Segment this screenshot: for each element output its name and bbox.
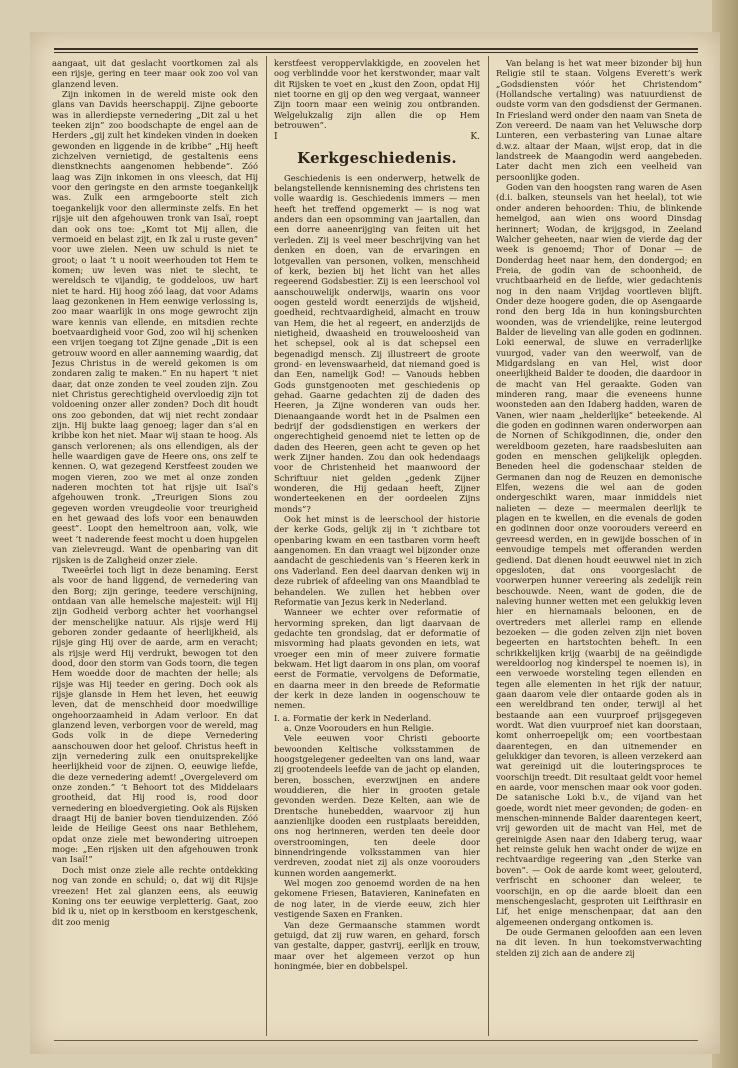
paragraph: Tweeërlei toch ligt in deze benaming. Eerst als voor de hand liggend, de vernedering van den Borg; zijn geringe, teedere verschijning, ontdaan van alle hemelsche majesteit: wijl Hij zijn Godheid verborg achter het voorhangsel der menschelijke natuur. Als rijsje werd Hij geboren zonder gedaante of heerlijkheid, als rijsje ging Hij over de aarde, arm en veracht; als rijsje werd Hij verdrukt, bewogen tot den dood, door den storm van Gods toorn, die tegen Hem woedde door de machten der helle; als rijsje was Hij teeder en gering. Doch ook als rijsje glansde in Hem het leven, het eeuwig leven, dat de menschheid door moedwillige ongehoorzaamheid in Adam verloor. En dat glanzend leven, verborgen voor de wereld, mag Gods volk in de diepe Vernedering aanschouwen door het geloof. Christus heeft in zijn vernedering zulk een onuitsprekelijke heerlijkheid voor de zijnen. O, eeuwige liefde, die deze vernedering ademt! „Overgeleverd om onze zonden.” ‘t Behoort tot des Middelaars grootheid, dat Hij rood is, rood door vernedering en bloedvergieting. Ook als Rijsken draagt Hij de banier boven tienduizenden. Zóó leide de Heilige Geest ons naar Bethlehem, opdat onze ziele met bewondering uitroepen moge: „Een rijsken uit den afgehouwen tronk van Isaï!” — [52, 564, 258, 865]
subheading: I. a. Formatie der kerk in Nederland. — [274, 712, 432, 723]
footer-rule — [54, 1040, 698, 1041]
paragraph: Zijn inkomen in de wereld miste ook den glans van Davids heerschappij. Zijne geboorte was in allerdiepste vernedering „Dit zal u het teeken zijn” zoo boodschapte de engel aan de Herders „gij zult het kindeken vinden in doeken gewonden en liggende in de kribbe” „Hij heeft zichzelven vernietigd, de gestaltenis eens dienstknechts aangenomen hebbende”. Zóó laag was Zijn inkomen in ons vleesch, dat Hij voor den geringste en den armste toegankelijk was. Zulk een armgeboorte stelt zich toegankelijk voor den allerminste zelfs. En het rijsje uit den afgehouwen tronk van Isaï, roept dan ook ons toe: „Komt tot Mij allen, die vermoeid en belast zijt, en Ik zal u ruste geven” voor uwe zielen. Neen uw schuld is niet te groot; o laat ‘t u nooit weerhouden tot Hem te komen; uw leven was niet te slecht, te wereldsch te vijandig, te goddeloos, uw hart niet te hard. Hij hoog zóó laag, dat voor Adams laag gezonkenen in Hem eenwige verlossing is, zoo maar waarlijk in ons moge gewrocht zijn ware kennis van ellende, en mitsdien rechte boetvaardigheid voor God, zoo wil hij schenken een vrijen toegang tot Zijne genade „Dit is een getrouw woord en aller aanneming waardig, dat Jezus Christus in de wereld gekomen is om zondaren zalig te maken.” En nu hapert ‘t niet daar, dat onze zonden te veel zouden zijn. Zou niet Christus gerechtigheid overvloedig zijn tot voldoening onzer aller zonden? Doch dit houdt ons zoo gebonden, dat wij niet recht zondaar zijn. Hij bukte laag genoeg; lager dan s’al en kribbe kon het niet. Maar wij staan te hoog. Als gansch verlorenen; als ons ellendigen, als der helle waardigen gave de Heere ons, ons zelf te kennen. O, wat gezegend Kerstfeest zouden we mogen vieren, zoo we met al onze zonden naderen mochten tot hat rijsje uit Isaï’s afgehouwen tronk. „Treurigen Sions zou gegeven worden vreugdeolie voor treurigheid en het gewaad des lofs voor een benauwden geest”. Loopt den hemeltroon aan, volk, wie weet ‘t naderende feest mocht u doen hupgelen van zielevreugd. Want de openbaring van dit rijsken is de Zaligheid onzer ziele. — [52, 89, 258, 565]
paragraph: Van deze Germaansche stammen wordt getuigd, dat zij ruw waren, en gehard, forsch van gestalte, dapper, gastvrij, eerlijk en trouw, maar over het algemeen verzot op hun honingmée, bier en dobbelspel. — [274, 919, 480, 971]
subheading: a. Onze Voorouders en hun Religie. — [284, 722, 434, 733]
paragraph: Goden van den hoogsten rang waren de Asen (d.i. balken, steunsels van het heelal), tot wie onder anderen behoorden: Thiu, de blinkende hemelgod, aan wien ons woord Dinsdag herinnert; Wodan, de krijgsgod, in Zeeland Walcher geheeten, naar wien de vierde dag der week is genoemd; Thor of Donar — de Donderdag heet naar hem, den dondergod; en Freia, de godin van de schoonheid, de vruchtbaarheid en de liefde, wier gedachtenis nog in den naam Vrijdag voortleven blijft. Onder deze hoogere goden, die op Asengaarde rond den berg Ida in hun koningsburchten woonden, was de vriendelijke, reine leutergod Balder de lieveling van alle goden en godinnen. Loki eenerwal, de sluwe en verraderlijke vuurgod, vader van den weerwolf, van de Midgardslang en van Hel, wist door oneerlijkheid Balder te dooden, die daardoor in de macht van Hel geraakte. Goden van minderen rang, maar die eveneens hunne woonsteden aan den Idaberg hadden, waren de Vanen, wier naam „helderlijke” beteekende. Al die goden en godinnen waren onderworpen aan de Nornen of Schikgodinnen, die, onder den wereldboom gezeten, hare raadsbesluiten aan goden en menschen gelijkelijk oplegden. Beneden heel die godenschaar stelden de Germanen dan nog de Reuzen en demonische Elfen, wezens die wel aan de goden ondergeschikt waren, maar inmiddels niet nalieten — deze — meermalen deerlijk te plagen en te kwellen, en die evenals de goden en godinnen door onze voorouders vereerd en gevreesd werden, en in gewijde bosschen of in eenvoudige tempels met offeranden werden gediend. Dat dienen houdt eeuwwel niet in zich opgesloten, dat ons voorgeslacht de voorwerpen hunner vereering als zedelijk rein beschouwde. Neen, want de goden, die de naleving hunner wetten met een gelukkig leven hier en hiernamaals beloonen, en de overtreders met allerlei ramp en ellende bezoeken — die goden zelven zijn niet boven begeerten en hartstochten beheft. In een schrikkelijken krijg (waarbij de na geëindigde wereldoorlog nog kinderspel te noemen is), in een verwoede worsteling tegen ellenden en tegen alle elementen in het rijk der natuur, gaan daarom vele dier ontaarde goden als in een wereldbrand ten onder, terwijl al het bestaande aan een vuurproef prijsgegeven wordt. Wat dien vuurproef niet kan doorstaan, komt onherroepelijk om; een voortbestaan daarentegen, en dan uitnemender en gelukkiger dan tevoren, is alleen verzekerd aan wat gereinigd uit die louteringsproces te voorschijn treedt. Dit resultaat geldt voor hemel en aarde, voor menschen maar ook voor goden. De satanische Loki b.v., de vijand van het goede, wordt niet meer gevonden; de goden- en menschen-minnende Balder daarentegen keert, vrij geworden uit de macht van Hel, met de gereinigde Asen naar den Idaberg terug, waar het reinste geluk hen wacht onder de wijze en rechtvaardige regeering van „den Sterke van boven”. — Ook de aarde komt weer, gelouterd, verfrischt en schooner dan weleer, te voorschijn, en op die aarde bloeit dan een menschengeslacht, gesproten uit Leifthrasir en Lif, het enige menschenpaar, dat aan den algemeenen ondergang ontkomen is. — [496, 182, 702, 927]
paragraph: Wanneer we echter over reformatie of hervorming spreken, dan ligt daarvaan de gedachte ten grondslag, dat er deformatie of misvorming had plaats gevonden en iets, wat vroeger een min of meer zuivere formatie bekwam. Het ligt daarom in ons plan, om vooraf eerst de Formatie, vervolgens de Deformatie, en daarna meer in den breede de Reformatie der kerk in deze landen in oogenschouw te nemen. — [274, 607, 480, 711]
column-3 — [496, 58, 702, 1038]
newspaper-page — [30, 32, 720, 1054]
column-2 — [274, 58, 480, 1038]
signature-left: I — [274, 132, 278, 143]
paragraph: aangaat, uit dat geslacht voortkomen zal als een rijsje, gering en teer maar ook zoo vol van glanzend leven. — [52, 58, 258, 89]
column-1 — [52, 58, 258, 1038]
article-signature — [274, 132, 480, 142]
paragraph: Van belang is het wat meer bizonder bij hun Religie stil te staan. Volgens Everett’s werk „Godsdiensten vóór het Christendom” (Hollandsche vertaling) was natuurdienst de oudste vorm van den godsdienst der Germanen. In Friesland werd onder den naam van Sneta de Zon vereerd. De naam van het Veluwsche dorp Lunteren, een verbastering van Lunae altare d.w.z. altaar der Maan, wijst erop, dat in die landstreek de Maangodin werd aangebeden. Later dacht men zich een veelheid van persoonlijke goden. — [496, 58, 702, 182]
header-rule-thin — [54, 52, 698, 53]
paragraph: kerstfeest veroppervlakkigde, en zoovelen het oog verblindde voor het kerstwonder, maar valt dit Rijsken te voet en „kust den Zoon, opdat Hij niet toorne en gij op den weg vergaat, wanneer Zijn toorn maar een weinig zou ontbranden. Welgelukzalig zijn allen die op Hem betrouwen”. — [274, 58, 480, 131]
paragraph: Wel mogen zoo genoemd worden de na hen gekomene Friesen, Batavieren, Kaninefaten en de nog later, in de vierde eeuw, zich hier vestigende Saxen en Franken. — [274, 878, 480, 920]
header-rule — [54, 48, 698, 50]
paragraph: Vele eeuwen voor Christi geboorte bewoonden Keltische volksstammen de hoogstgelegener gedeelten van ons land, waar zij grootendeels leefde van de jacht op elanden, beren, bosschen, everzwijnen en andere wouddieren, die hier in grooten getale gevonden werden. Deze Kelten, aan wie de Drentsche hunebedden, waarvoor zij hun aanzienlijke dooden een rustplaats bereidden, ons nog herinneren, werden ten deele door overstroomingen, ten deele door binnendringende volksstammen van hier verdreven, zoodat niet zij als onze voorouders kunnen worden aangemerkt. — [274, 733, 480, 878]
section-heading: Kerkgeschiedenis. — [297, 148, 457, 167]
paragraph: Geschiedenis is een onderwerp, hetwelk de belangstellende kennisneming des christens ten volle waardig is. Geschiedenis immers — men heeft het treffend opgemerkt — is nog wat anders dan een opsomming van jaartallen, dan een dorre aaneenrijging van feiten uit het verleden. Zij is veel meer beschrijving van het denken en doen, van de ervaringen en lotgevallen van personen, volken, menschheid of kerk, bezien bij het licht van het alles regeerend Godsbestier. Zij is een leerschool vol aanschouwelijk onderwijs, waarin ons voor oogen gesteld wordt eenerzijds de wijsheid, goedheid, rechtvaardigheid, almacht en trouw van Hem, die het al regeert, en anderzijds de nietigheid, dwaasheid en trouweloosheid van het schepsel, ook al is dat schepsel een begenadigd mensch. Zij illustreert de groote grond- en levenswaarheid, dat niemand goed is dan Een, namelijk God! — Vanouds hebben Gods gunstgenooten met geschiedenis op gehad. Gaarne gedachten zij de daden des Heeren, ja Zijne wonderen van ouds her. Dienaangaande wordt het in de Psalmen een bedrijf der godsdienstigen en werkers der ongerechtigheid genoemd niet te letten op de daden des Heeren, geen acht te geven op het werk Zijner handen. Zou dan ook hedendaags voor de Christenheid het maanwoord der Schriftuur niet gelden „gedenk Zijner wonderen, die Hij gedaan heeft, Zijner wonderteekenen en der oordeelen Zijns monds”? — [274, 172, 480, 514]
paragraph: Doch mist onze ziele alle rechte ontdekking nog van zonde en schuld; o, dat wij dit Rijsje vreezen! Het zal glanzen eens, als eeuwig Koning ons ter eeuwige verpletterig. Gaat, zoo bid ik u, niet op in kerstboom en kerstgeschenk, dit zoo menig — [52, 864, 258, 927]
paragraph: De oude Germanen geloofden aan een leven na dit leven. In hun toekomstverwachting stelden zij zich aan de andere zij — [496, 926, 702, 958]
signature-initial: K. — [470, 132, 480, 143]
column-divider — [266, 56, 267, 1036]
column-divider — [488, 56, 489, 1036]
paragraph: Ook het minst is de leerschool der historie der kerke Gods, gelijk zij in ‘t zichtbare tot openbaring kwam en een tastbaren vorm heeft aangenomen. En dan vraagt wel bijzonder onze aandacht de geschiedenis van ’s Heeren kerk in ons Vaderland. Een deel daarvan denken wij in deze rubriek of afdeeling van ons Maandblad te behandelen. We zullen het hebben over Reformatie van Jezus kerk in Nederland. — [274, 514, 480, 607]
